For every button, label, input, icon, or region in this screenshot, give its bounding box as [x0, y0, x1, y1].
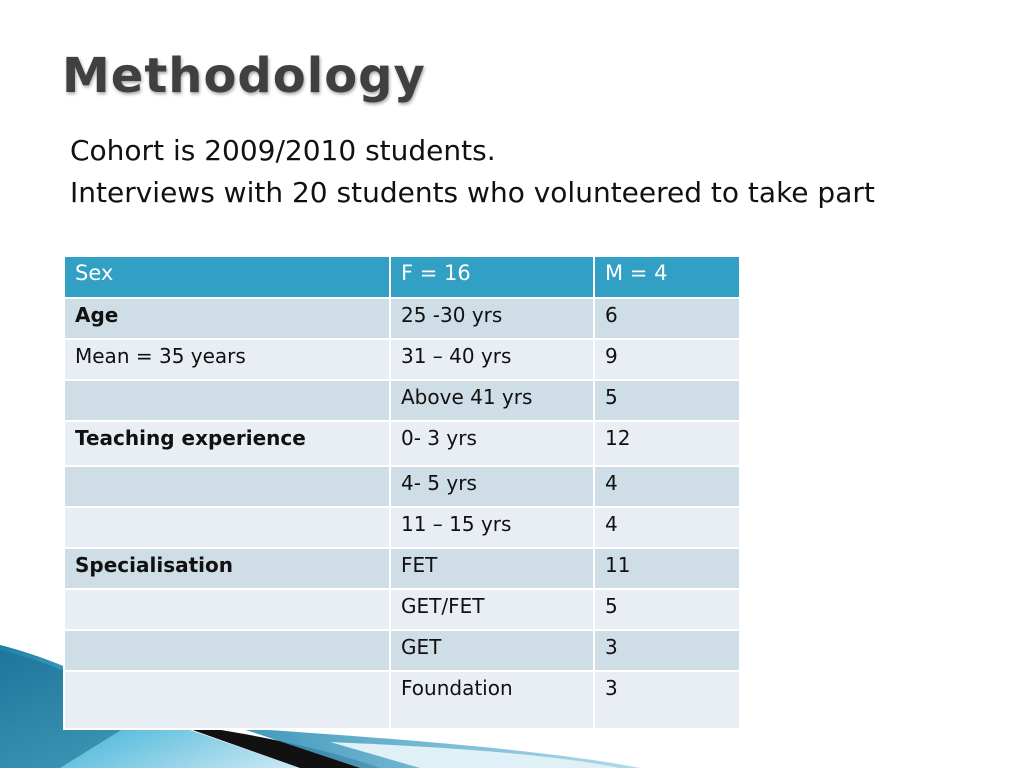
table-cell: Age	[64, 298, 390, 339]
table-cell	[64, 380, 390, 421]
table-header-row	[64, 256, 740, 298]
table-row	[64, 548, 740, 589]
table-cell: 5	[594, 589, 740, 630]
table-cell: GET	[390, 630, 594, 671]
table-cell: 6	[594, 298, 740, 339]
table-row	[64, 421, 740, 466]
table-cell	[64, 630, 390, 671]
table-cell	[64, 507, 390, 548]
table-cell: Above 41 yrs	[390, 380, 594, 421]
table-row	[64, 298, 740, 339]
table-cell: FET	[390, 548, 594, 589]
header-cell: M = 4	[594, 256, 740, 298]
table-cell: Foundation	[390, 671, 594, 729]
table-cell: 25 -30 yrs	[390, 298, 594, 339]
table-row	[64, 589, 740, 630]
table-cell: 3	[594, 671, 740, 729]
table-row	[64, 671, 740, 729]
table-row	[64, 507, 740, 548]
header-cell: Sex	[64, 256, 390, 298]
table-cell: 9	[594, 339, 740, 380]
table-cell: 12	[594, 421, 740, 466]
table-cell: 4	[594, 466, 740, 507]
header-cell: F = 16	[390, 256, 594, 298]
table-cell	[64, 466, 390, 507]
table-cell: 5	[594, 380, 740, 421]
table-cell: 11	[594, 548, 740, 589]
bullet-list	[70, 136, 970, 220]
table-cell: 3	[594, 630, 740, 671]
table-row	[64, 339, 740, 380]
table-cell: Specialisation	[64, 548, 390, 589]
table-cell: Mean = 35 years	[64, 339, 390, 380]
table-cell: 11 – 15 yrs	[390, 507, 594, 548]
table-cell: 0- 3 yrs	[390, 421, 594, 466]
table-cell: GET/FET	[390, 589, 594, 630]
table-cell: 4	[594, 507, 740, 548]
table-cell	[64, 671, 390, 729]
table-cell: 31 – 40 yrs	[390, 339, 594, 380]
table-row	[64, 466, 740, 507]
table-cell	[64, 589, 390, 630]
bullet-item: Interviews with 20 students who volunteered to take part	[70, 176, 875, 209]
demographics-table	[63, 255, 741, 730]
table-row	[64, 380, 740, 421]
table-row	[64, 630, 740, 671]
bullet-item: Cohort is 2009/2010 students.	[70, 134, 496, 167]
slide-title: Methodology	[62, 48, 426, 104]
table-cell: 4- 5 yrs	[390, 466, 594, 507]
table-cell: Teaching experience	[64, 421, 390, 466]
